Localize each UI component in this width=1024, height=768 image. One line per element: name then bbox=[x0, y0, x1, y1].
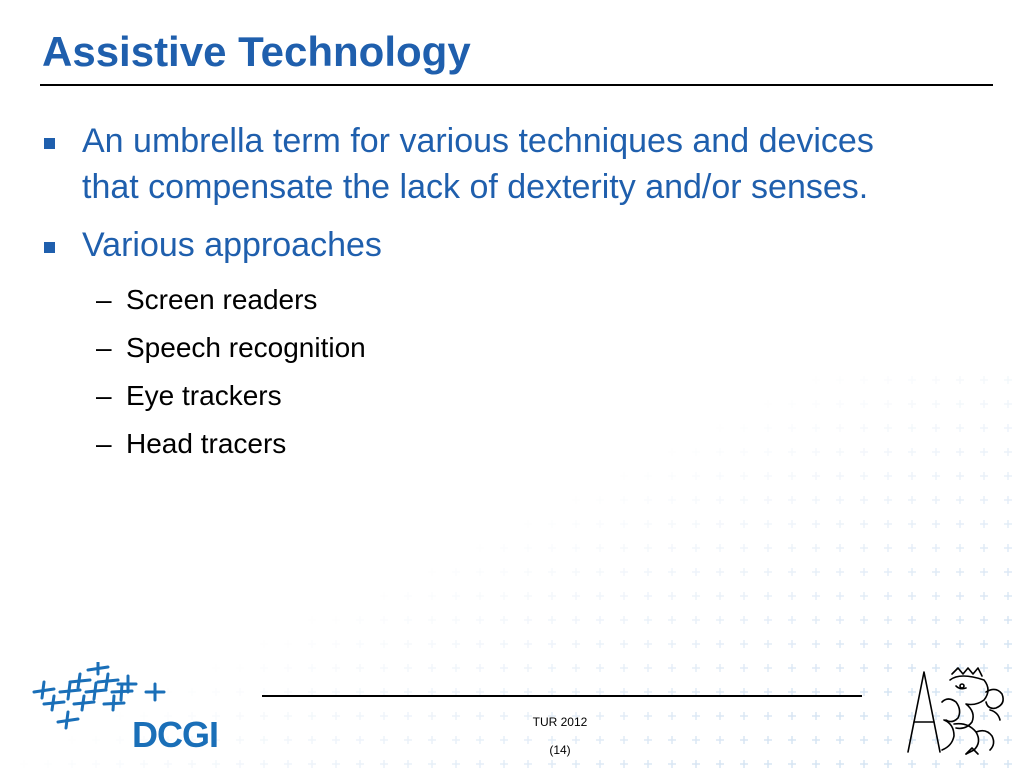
sub-bullet-item bbox=[40, 372, 920, 420]
square-bullet-icon bbox=[44, 138, 55, 149]
bullet-item bbox=[40, 118, 920, 210]
sub-bullet-list bbox=[40, 276, 920, 468]
bullet-text: An umbrella term for various techniques and devices that compensate the lack of dexterity and/or senses. bbox=[82, 122, 874, 206]
slide-title: Assistive Technology bbox=[42, 28, 471, 75]
slide-content bbox=[40, 118, 920, 468]
sub-bullet-item bbox=[40, 324, 920, 372]
sub-bullet-item bbox=[40, 276, 920, 324]
footer-course-label: TUR 2012 bbox=[532, 715, 588, 729]
title-divider bbox=[40, 84, 993, 86]
square-bullet-icon bbox=[44, 242, 55, 253]
dash-bullet-icon: – bbox=[96, 428, 112, 459]
sub-bullet-text: Screen readers bbox=[126, 284, 318, 315]
bullet-text: Various approaches bbox=[82, 226, 382, 264]
dash-bullet-icon: – bbox=[96, 284, 112, 315]
slide-number: (14) bbox=[549, 743, 571, 757]
dcgi-logo-text: DCGI bbox=[132, 714, 218, 755]
footer-divider bbox=[262, 695, 862, 697]
sub-bullet-text: Eye trackers bbox=[126, 380, 282, 411]
dash-bullet-icon: – bbox=[96, 380, 112, 411]
sub-bullet-text: Speech recognition bbox=[126, 332, 366, 363]
bullet-item bbox=[40, 222, 920, 268]
sub-bullet-item bbox=[40, 420, 920, 468]
dash-bullet-icon: – bbox=[96, 332, 112, 363]
ctu-lion-logo-icon bbox=[896, 662, 1008, 758]
sub-bullet-text: Head tracers bbox=[126, 428, 287, 459]
